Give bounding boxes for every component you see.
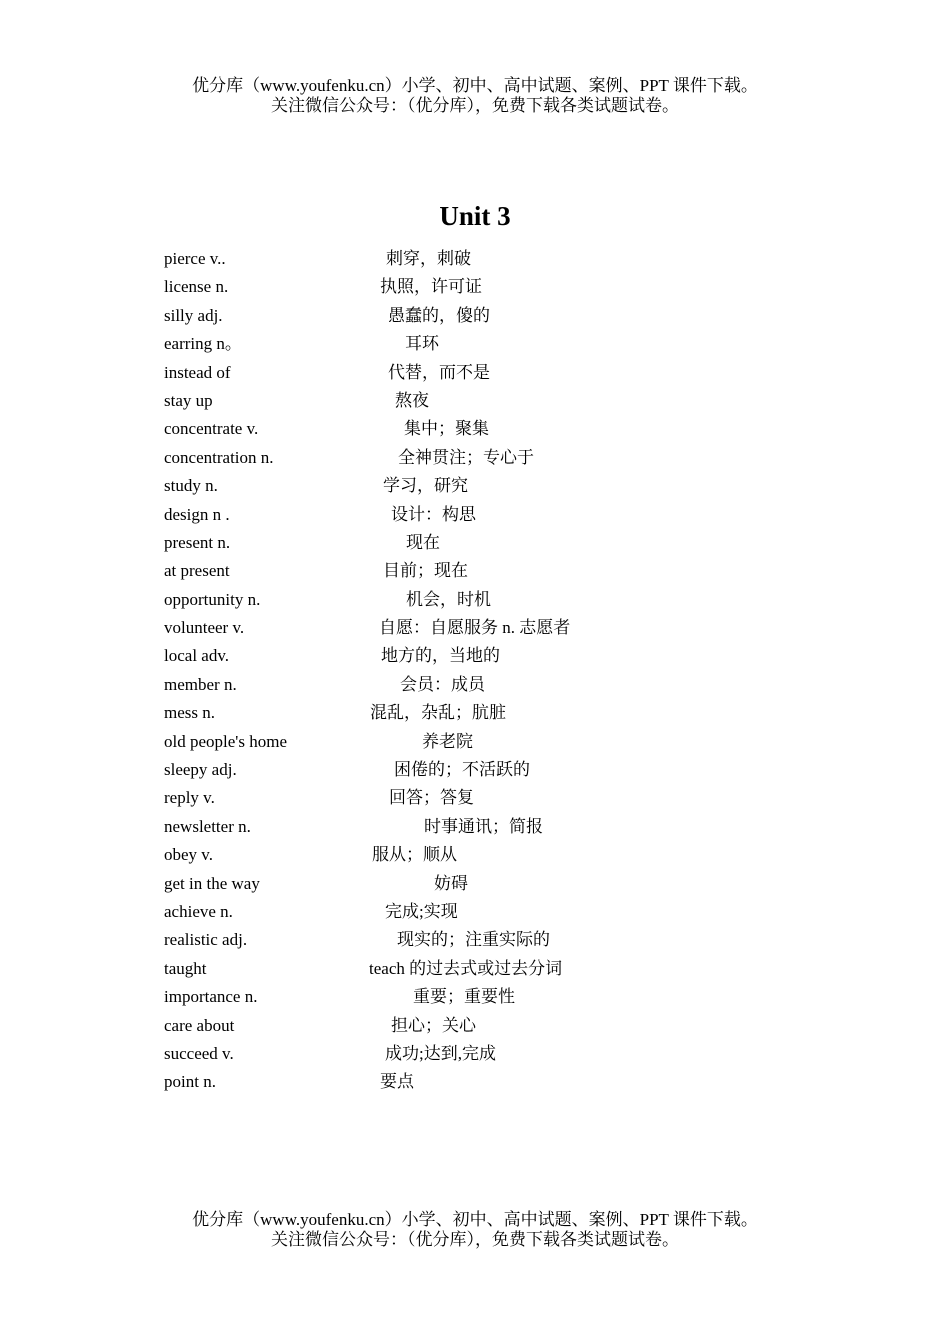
vocab-row	[164, 898, 784, 926]
vocab-meaning: 成功;达到,完成	[385, 1043, 496, 1063]
header-banner	[0, 76, 950, 116]
vocab-word: succeed v.	[164, 1043, 234, 1063]
header-line-1: 优分库（www.youfenku.cn）小学、初中、高中试题、案例、PPT 课件下载。	[192, 76, 758, 95]
vocab-meaning: 现在	[406, 532, 440, 552]
vocab-meaning: 执照，许可证	[380, 277, 482, 297]
vocab-row	[164, 841, 784, 869]
vocab-word: care about	[164, 1015, 235, 1035]
vocab-word: member n.	[164, 674, 237, 694]
vocab-word: realistic adj.	[164, 930, 248, 950]
vocab-meaning: 设计：构思	[391, 504, 476, 524]
vocab-word: importance n.	[164, 987, 258, 1007]
vocab-row	[164, 699, 784, 727]
vocab-row	[164, 330, 784, 358]
footer-line-1: 优分库（www.youfenku.cn）小学、初中、高中试题、案例、PPT 课件下载。	[192, 1210, 758, 1229]
vocab-meaning: 完成;实现	[385, 901, 458, 921]
vocab-row	[164, 472, 784, 500]
vocab-row	[164, 444, 784, 472]
vocab-meaning: 学习，研究	[383, 476, 468, 496]
vocab-word: volunteer v.	[164, 618, 245, 638]
vocab-row	[164, 501, 784, 529]
vocab-meaning: 养老院	[422, 731, 473, 751]
vocab-word: earring n。	[164, 334, 242, 354]
vocab-row	[164, 359, 784, 387]
vocab-row	[164, 1012, 784, 1040]
vocab-word: silly adj.	[164, 305, 223, 325]
vocab-meaning: 困倦的；不活跃的	[394, 760, 530, 780]
vocab-row	[164, 756, 784, 784]
vocab-row	[164, 586, 784, 614]
vocab-meaning: 熬夜	[395, 390, 429, 410]
vocab-word: at present	[164, 561, 230, 581]
vocab-word: instead of	[164, 362, 231, 382]
vocabulary-list	[164, 245, 784, 1097]
vocab-meaning: 目前；现在	[383, 561, 468, 581]
vocab-word: present n.	[164, 532, 231, 552]
vocab-row	[164, 983, 784, 1011]
vocab-row	[164, 273, 784, 301]
vocab-row	[164, 302, 784, 330]
footer-line-2: 关注微信公众号：（优分库），免费下载各类试题试卷。	[271, 1230, 679, 1249]
vocab-word: get in the way	[164, 873, 260, 893]
vocab-word: point n.	[164, 1072, 216, 1092]
vocab-meaning: 担心；关心	[391, 1015, 476, 1035]
vocab-row	[164, 557, 784, 585]
vocab-row	[164, 813, 784, 841]
vocab-word: newsletter n.	[164, 816, 251, 836]
vocab-word: obey v.	[164, 845, 213, 865]
vocab-meaning: 集中；聚集	[404, 419, 489, 439]
vocab-row	[164, 870, 784, 898]
vocab-word: achieve n.	[164, 901, 233, 921]
vocab-word: license n.	[164, 277, 229, 297]
vocab-word: study n.	[164, 476, 218, 496]
vocab-row	[164, 955, 784, 983]
vocab-meaning: 全神贯注；专心于	[398, 447, 534, 467]
vocab-word: mess n.	[164, 703, 215, 723]
vocab-meaning: 代替，而不是	[388, 362, 490, 382]
vocab-word: pierce v..	[164, 249, 226, 268]
vocab-word: sleepy adj.	[164, 760, 237, 780]
vocab-row	[164, 926, 784, 954]
vocab-row	[164, 642, 784, 670]
vocab-meaning: 会员：成员	[400, 674, 485, 694]
vocab-word: old people's home	[164, 731, 287, 751]
vocab-row	[164, 671, 784, 699]
vocab-word: reply v.	[164, 788, 215, 808]
vocab-word: taught	[164, 958, 207, 978]
vocab-row	[164, 245, 784, 273]
vocab-meaning: 混乱，杂乱；肮脏	[370, 703, 506, 723]
vocab-word: design n .	[164, 504, 230, 524]
vocab-meaning: 愚蠢的，傻的	[388, 305, 490, 325]
vocab-row	[164, 784, 784, 812]
vocab-row	[164, 415, 784, 443]
vocab-row	[164, 1068, 784, 1096]
vocab-meaning: 现实的；注重实际的	[397, 930, 550, 950]
vocab-meaning: 重要；重要性	[413, 987, 515, 1007]
vocab-meaning: 地方的，当地的	[381, 646, 500, 666]
vocab-row	[164, 1040, 784, 1068]
vocab-meaning: 妨碍	[434, 873, 468, 893]
vocab-row	[164, 387, 784, 415]
page-title: Unit 3	[439, 201, 511, 231]
vocab-word: stay up	[164, 390, 213, 410]
footer-banner	[0, 1210, 950, 1250]
vocab-meaning: 耳环	[405, 334, 439, 354]
vocab-meaning: 要点	[380, 1072, 414, 1092]
vocab-row	[164, 529, 784, 557]
vocab-word: concentrate v.	[164, 419, 259, 439]
vocab-word: local adv.	[164, 646, 229, 666]
header-line-2: 关注微信公众号：（优分库），免费下载各类试题试卷。	[271, 96, 679, 115]
vocab-meaning: 回答；答复	[389, 788, 474, 808]
vocab-meaning: 时事通讯；简报	[424, 816, 543, 836]
vocab-meaning: 刺穿，刺破	[386, 249, 471, 268]
vocab-row	[164, 728, 784, 756]
vocab-row	[164, 614, 784, 642]
vocab-word: opportunity n.	[164, 589, 261, 609]
vocab-meaning: teach 的过去式或过去分词	[369, 958, 563, 978]
vocab-word: concentration n.	[164, 447, 274, 467]
vocab-meaning: 服从；顺从	[372, 845, 457, 865]
vocab-meaning: 机会，时机	[406, 589, 491, 609]
vocab-meaning: 自愿：自愿服务 n. 志愿者	[379, 618, 571, 638]
